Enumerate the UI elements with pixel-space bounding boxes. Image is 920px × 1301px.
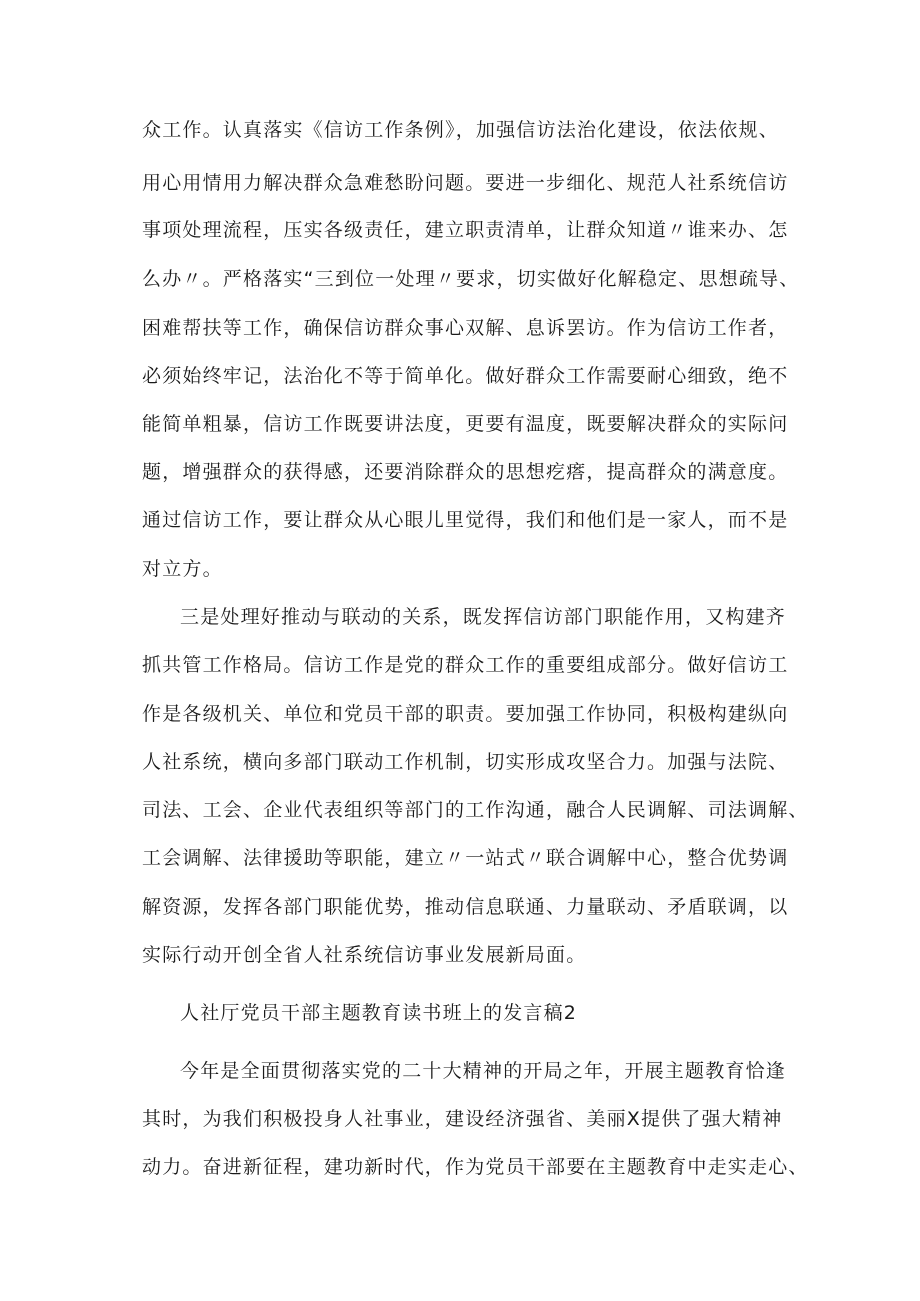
paragraph-line: 对立方。	[142, 558, 223, 580]
section-heading: 人社厅党员干部主题教育读书班上的发言稿2	[180, 1002, 578, 1024]
paragraph-line: 工会调解、法律援助等职能，建立〃一站式〃联合调解中心，整合优势调	[142, 847, 789, 869]
paragraph-line: 必须始终牢记，法治化不等于简单化。做好群众工作需要耐心细致，绝不	[142, 365, 789, 387]
paragraph-line: 么办〃。严格落实“三到位一处理〃要求，切实做好化解稳定、思想疏导、	[142, 268, 800, 290]
paragraph-line: 司法、工会、企业代表组织等部门的工作沟通，融合人民调解、司法调解、	[142, 799, 809, 821]
paragraph-line: 困难帮扶等工作，确保信访群众事心双解、息诉罢访。作为信访工作者，	[142, 317, 789, 339]
paragraph-line: 动力。奋进新征程，建功新时代，作为党员干部要在主题教育中走实走心、	[142, 1156, 809, 1178]
paragraph-line: 实际行动开创全省人社系统信访事业发展新局面。	[142, 944, 587, 966]
paragraph-line: 众工作。认真落实《信访工作条例》，加强信访法治化建设，依法依规、	[142, 119, 779, 141]
paragraph-line: 用心用情用力解决群众急难愁盼问题。要进一步细化、规范人社系统信访	[142, 172, 789, 194]
paragraph-line: 事项处理流程，压实各级责任，建立职责清单，让群众知道〃谁来办、怎	[142, 219, 789, 241]
paragraph-line: 今年是全面贯彻落实党的二十大精神的开局之年，开展主题教育恰逢	[180, 1060, 787, 1082]
paragraph-line: 三是处理好推动与联动的关系，既发挥信访部门职能作用，又构建齐	[180, 606, 787, 628]
paragraph-line: 题，增强群众的获得感，还要消除群众的思想疙瘩，提高群众的满意度。	[142, 461, 789, 483]
paragraph-line: 能简单粗暴，信访工作既要讲法度，更要有温度，既要解决群众的实际问	[142, 413, 789, 435]
paragraph-line: 通过信访工作，要让群众从心眼儿里觉得，我们和他们是一家人，而不是	[142, 509, 789, 531]
paragraph-line: 解资源，发挥各部门职能优势，推动信息联通、力量联动、矛盾联调，以	[142, 896, 789, 918]
paragraph-line: 作是各级机关、单位和党员干部的职责。要加强工作协同，积极构建纵向	[142, 703, 789, 725]
paragraph-line: 其时，为我们积极投身人社事业，建设经济强省、美丽X提供了强大精神	[142, 1108, 783, 1130]
paragraph-line: 人社系统，横向多部门联动工作机制，切实形成攻坚合力。加强与法院、	[142, 751, 789, 773]
paragraph-line: 抓共管工作格局。信访工作是党的群众工作的重要组成部分。做好信访工	[142, 654, 789, 676]
